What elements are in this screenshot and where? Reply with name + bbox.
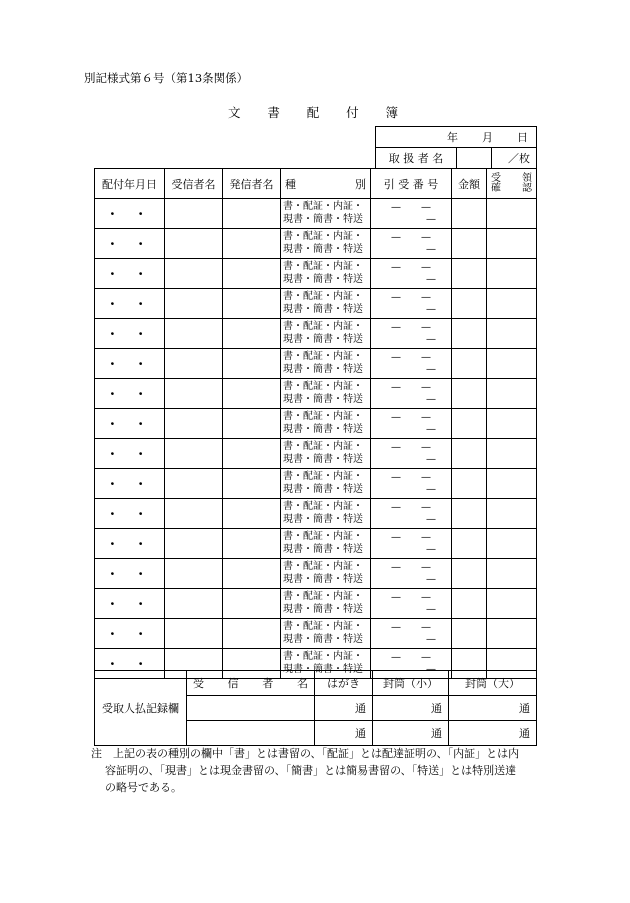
date-cell[interactable]: ・ ・ bbox=[95, 199, 165, 229]
amount-cell[interactable] bbox=[452, 199, 487, 229]
title-char: 配 bbox=[306, 105, 320, 120]
table-row bbox=[95, 259, 537, 289]
amount-cell[interactable] bbox=[452, 259, 487, 289]
day-label: 日 bbox=[517, 131, 528, 144]
amount-cell[interactable] bbox=[452, 349, 487, 379]
amount-cell[interactable] bbox=[452, 379, 487, 409]
date-cell[interactable]: ・ ・ bbox=[95, 319, 165, 349]
number-dash: — bbox=[391, 261, 401, 273]
confirm-cell[interactable] bbox=[487, 349, 537, 379]
number-dash: — bbox=[421, 531, 431, 543]
amount-cell[interactable] bbox=[452, 439, 487, 469]
kind-line: 書・配証・内証・ bbox=[283, 411, 363, 422]
kind-line: 現書・簡書・特送 bbox=[283, 663, 363, 675]
sender-cell[interactable] bbox=[223, 379, 281, 409]
amount-cell[interactable] bbox=[452, 589, 487, 619]
col-sender-header: 発信者名 bbox=[223, 169, 281, 199]
sender-cell[interactable] bbox=[223, 559, 281, 589]
confirm-char: 受 bbox=[491, 172, 501, 184]
kind-line: 書・配証・内証・ bbox=[283, 321, 363, 332]
footnote-line: 注 上記の表の種別の欄中「書」とは書留の、「配証」とは配達証明の、「内証」とは内 bbox=[91, 747, 520, 760]
number-dash: — bbox=[421, 321, 431, 333]
number-cell[interactable] bbox=[371, 199, 452, 229]
recipient-cell[interactable] bbox=[165, 589, 223, 619]
kind-line: 書・配証・内証・ bbox=[283, 441, 363, 452]
confirm-cell[interactable] bbox=[487, 529, 537, 559]
confirm-cell[interactable] bbox=[487, 229, 537, 259]
number-dash: — bbox=[421, 591, 431, 603]
date-cell[interactable]: ・ ・ bbox=[95, 529, 165, 559]
number-dash: — bbox=[426, 333, 436, 345]
date-cell[interactable]: ・ ・ bbox=[95, 259, 165, 289]
kind-line: 現書・簡書・特送 bbox=[283, 243, 363, 255]
confirm-cell[interactable] bbox=[487, 469, 537, 499]
kind-line: 現書・簡書・特送 bbox=[283, 453, 363, 465]
year-label: 年 bbox=[447, 131, 458, 144]
kind-line: 現書・簡書・特送 bbox=[283, 423, 363, 435]
number-dash: — bbox=[426, 483, 436, 495]
record-header-char: 受 bbox=[193, 677, 204, 690]
number-dash: — bbox=[426, 243, 436, 255]
envelope-large-count[interactable]: 通 bbox=[449, 721, 537, 746]
kind-line: 書・配証・内証・ bbox=[283, 471, 363, 482]
confirm-cell[interactable] bbox=[487, 199, 537, 229]
number-cell[interactable] bbox=[371, 439, 452, 469]
table-row bbox=[95, 529, 537, 559]
number-cell[interactable] bbox=[371, 409, 452, 439]
record-section-label: 受取人払記録欄 bbox=[95, 671, 187, 746]
postcard-count[interactable]: 通 bbox=[315, 696, 373, 721]
sender-cell[interactable] bbox=[223, 469, 281, 499]
number-dash: — bbox=[426, 303, 436, 315]
kind-cell[interactable] bbox=[281, 589, 371, 619]
number-cell[interactable] bbox=[371, 529, 452, 559]
number-cell[interactable] bbox=[371, 379, 452, 409]
kind-line: 現書・簡書・特送 bbox=[283, 363, 363, 375]
postcard-count[interactable]: 通 bbox=[315, 721, 373, 746]
number-dash: — bbox=[391, 231, 401, 243]
number-dash: — bbox=[391, 651, 401, 663]
kind-cell[interactable] bbox=[281, 529, 371, 559]
amount-cell[interactable] bbox=[452, 619, 487, 649]
kind-line: 書・配証・内証・ bbox=[283, 381, 363, 392]
number-cell[interactable] bbox=[371, 229, 452, 259]
recipient-payment-record bbox=[94, 670, 537, 746]
confirm-cell[interactable] bbox=[487, 439, 537, 469]
number-dash: — bbox=[421, 441, 431, 453]
kind-line: 現書・簡書・特送 bbox=[283, 213, 363, 225]
col-date-header: 配付年月日 bbox=[95, 169, 165, 199]
col-number-header: 引 受 番 号 bbox=[371, 169, 452, 199]
number-dash: — bbox=[426, 603, 436, 615]
page-title bbox=[228, 103, 398, 121]
title-char: 書 bbox=[267, 105, 280, 120]
number-cell[interactable] bbox=[371, 469, 452, 499]
sheet-count[interactable]: ／枚 bbox=[492, 148, 537, 169]
sender-cell[interactable] bbox=[223, 289, 281, 319]
number-cell[interactable] bbox=[371, 559, 452, 589]
number-dash: — bbox=[421, 411, 431, 423]
table-row bbox=[95, 229, 537, 259]
footnote bbox=[91, 745, 541, 796]
date-cell[interactable]: ・ ・ bbox=[95, 469, 165, 499]
number-dash: — bbox=[391, 441, 401, 453]
amount-cell[interactable] bbox=[452, 529, 487, 559]
sender-cell[interactable] bbox=[223, 589, 281, 619]
confirm-cell[interactable] bbox=[487, 499, 537, 529]
footnote-line: 容証明の、「現書」とは現金書留の、「簡書」とは簡易書留の、「特送」とは特別送達 bbox=[105, 764, 517, 777]
recipient-cell[interactable] bbox=[165, 619, 223, 649]
confirm-cell[interactable] bbox=[487, 619, 537, 649]
table-row bbox=[95, 499, 537, 529]
kind-line: 書・配証・内証・ bbox=[283, 651, 363, 662]
col-amount-header: 金額 bbox=[452, 169, 487, 199]
date-handler-box bbox=[375, 126, 537, 169]
number-dash: — bbox=[426, 453, 436, 465]
table-row bbox=[95, 619, 537, 649]
recipient-cell[interactable] bbox=[165, 229, 223, 259]
kind-line: 現書・簡書・特送 bbox=[283, 543, 363, 555]
kind-line: 書・配証・内証・ bbox=[283, 501, 363, 512]
record-header-char: 名 bbox=[296, 677, 308, 690]
handler-label: 取 扱 者 名 bbox=[376, 148, 457, 169]
date-cell[interactable]: ・ ・ bbox=[95, 229, 165, 259]
kind-line: 現書・簡書・特送 bbox=[283, 483, 363, 495]
kind-line: 現書・簡書・特送 bbox=[283, 333, 363, 345]
confirm-cell[interactable] bbox=[487, 379, 537, 409]
recipient-cell[interactable] bbox=[165, 349, 223, 379]
kind-header-right: 別 bbox=[355, 177, 366, 191]
number-dash: — bbox=[391, 351, 401, 363]
number-dash: — bbox=[391, 201, 401, 213]
number-dash: — bbox=[391, 531, 401, 543]
sender-cell[interactable] bbox=[223, 439, 281, 469]
sender-cell[interactable] bbox=[223, 499, 281, 529]
title-char: 付 bbox=[346, 105, 359, 120]
date-field[interactable] bbox=[376, 127, 537, 148]
distribution-table bbox=[94, 168, 537, 679]
number-dash: — bbox=[421, 381, 431, 393]
number-dash: — bbox=[421, 231, 431, 243]
kind-line: 書・配証・内証・ bbox=[283, 261, 363, 272]
envelope-small-count[interactable]: 通 bbox=[373, 721, 449, 746]
kind-cell[interactable] bbox=[281, 259, 371, 289]
date-cell[interactable]: ・ ・ bbox=[95, 559, 165, 589]
record-header-char: 信 bbox=[227, 677, 239, 690]
number-cell[interactable] bbox=[371, 289, 452, 319]
number-dash: — bbox=[421, 501, 431, 513]
number-dash: — bbox=[391, 591, 401, 603]
number-dash: — bbox=[426, 663, 436, 675]
amount-cell[interactable] bbox=[452, 469, 487, 499]
amount-cell[interactable] bbox=[452, 499, 487, 529]
kind-line: 現書・簡書・特送 bbox=[283, 303, 363, 315]
number-dash: — bbox=[421, 561, 431, 573]
number-dash: — bbox=[426, 543, 436, 555]
postcard-header: はがき bbox=[315, 671, 373, 696]
recipient-cell[interactable] bbox=[165, 319, 223, 349]
confirm-cell[interactable] bbox=[487, 259, 537, 289]
confirm-char: 領 bbox=[522, 172, 532, 184]
table-row bbox=[95, 439, 537, 469]
amount-cell[interactable] bbox=[452, 229, 487, 259]
number-dash: — bbox=[391, 621, 401, 633]
number-dash: — bbox=[421, 621, 431, 633]
recipient-cell[interactable] bbox=[165, 259, 223, 289]
sender-cell[interactable] bbox=[223, 319, 281, 349]
envelope-small-header: 封筒（小） bbox=[373, 671, 449, 696]
number-dash: — bbox=[426, 423, 436, 435]
recipient-cell[interactable] bbox=[165, 379, 223, 409]
number-dash: — bbox=[426, 393, 436, 405]
sender-cell[interactable] bbox=[223, 409, 281, 439]
title-char: 簿 bbox=[385, 105, 398, 120]
kind-line: 現書・簡書・特送 bbox=[283, 633, 363, 645]
confirm-cell[interactable] bbox=[487, 409, 537, 439]
envelope-large-header: 封筒（大） bbox=[449, 671, 537, 696]
table-row bbox=[95, 409, 537, 439]
number-dash: — bbox=[391, 411, 401, 423]
number-dash: — bbox=[391, 471, 401, 483]
table-row bbox=[95, 559, 537, 589]
number-cell[interactable] bbox=[371, 259, 452, 289]
confirm-cell[interactable] bbox=[487, 319, 537, 349]
confirm-cell[interactable] bbox=[487, 589, 537, 619]
record-recipient-field[interactable] bbox=[187, 721, 315, 746]
kind-line: 書・配証・内証・ bbox=[283, 231, 363, 242]
sender-cell[interactable] bbox=[223, 349, 281, 379]
title-char: 文 bbox=[228, 105, 241, 120]
number-cell[interactable] bbox=[371, 349, 452, 379]
number-dash: — bbox=[391, 501, 401, 513]
date-cell[interactable]: ・ ・ bbox=[95, 439, 165, 469]
kind-line: 現書・簡書・特送 bbox=[283, 273, 363, 285]
recipient-cell[interactable] bbox=[165, 439, 223, 469]
number-dash: — bbox=[421, 351, 431, 363]
confirm-char: 認 bbox=[522, 182, 532, 194]
confirm-char: 確 bbox=[491, 182, 501, 194]
kind-line: 書・配証・内証・ bbox=[283, 621, 363, 632]
kind-line: 書・配証・内証・ bbox=[283, 591, 363, 602]
number-dash: — bbox=[426, 573, 436, 585]
kind-cell[interactable] bbox=[281, 559, 371, 589]
date-cell[interactable]: ・ ・ bbox=[95, 619, 165, 649]
kind-cell[interactable] bbox=[281, 379, 371, 409]
handler-field[interactable] bbox=[457, 148, 492, 169]
confirm-cell[interactable] bbox=[487, 559, 537, 589]
recipient-cell[interactable] bbox=[165, 289, 223, 319]
number-dash: — bbox=[421, 201, 431, 213]
date-cell[interactable]: ・ ・ bbox=[95, 349, 165, 379]
kind-cell[interactable] bbox=[281, 409, 371, 439]
date-cell[interactable]: ・ ・ bbox=[95, 379, 165, 409]
sender-cell[interactable] bbox=[223, 259, 281, 289]
month-label: 月 bbox=[482, 131, 493, 144]
number-dash: — bbox=[391, 561, 401, 573]
record-recipient-field[interactable] bbox=[187, 696, 315, 721]
recipient-cell[interactable] bbox=[165, 529, 223, 559]
table-row bbox=[95, 199, 537, 229]
envelope-small-count[interactable]: 通 bbox=[373, 696, 449, 721]
kind-cell[interactable] bbox=[281, 289, 371, 319]
table-row bbox=[95, 319, 537, 349]
table-row bbox=[95, 349, 537, 379]
kind-line: 書・配証・内証・ bbox=[283, 201, 363, 212]
date-cell[interactable]: ・ ・ bbox=[95, 499, 165, 529]
amount-cell[interactable] bbox=[452, 289, 487, 319]
number-cell[interactable] bbox=[371, 619, 452, 649]
kind-line: 現書・簡書・特送 bbox=[283, 603, 363, 615]
number-dash: — bbox=[391, 381, 401, 393]
date-cell[interactable]: ・ ・ bbox=[95, 589, 165, 619]
number-dash: — bbox=[421, 471, 431, 483]
table-row bbox=[95, 379, 537, 409]
recipient-cell[interactable] bbox=[165, 199, 223, 229]
recipient-cell[interactable] bbox=[165, 409, 223, 439]
recipient-cell[interactable] bbox=[165, 499, 223, 529]
date-cell[interactable]: ・ ・ bbox=[95, 289, 165, 319]
kind-line: 書・配証・内証・ bbox=[283, 351, 363, 362]
date-cell[interactable]: ・ ・ bbox=[95, 409, 165, 439]
kind-line: 現書・簡書・特送 bbox=[283, 513, 363, 525]
kind-line: 現書・簡書・特送 bbox=[283, 393, 363, 405]
sender-cell[interactable] bbox=[223, 229, 281, 259]
col-recipient-header: 受信者名 bbox=[165, 169, 223, 199]
table-row bbox=[95, 469, 537, 499]
number-dash: — bbox=[391, 291, 401, 303]
record-header-char: 者 bbox=[262, 677, 274, 690]
number-dash: — bbox=[426, 633, 436, 645]
sender-cell[interactable] bbox=[223, 199, 281, 229]
kind-line: 書・配証・内証・ bbox=[283, 291, 363, 302]
col-kind-header bbox=[281, 169, 371, 199]
kind-cell[interactable] bbox=[281, 349, 371, 379]
kind-cell[interactable] bbox=[281, 619, 371, 649]
form-label: 別記様式第６号（第13条関係） bbox=[84, 71, 249, 85]
date-cell[interactable]: ・ ・ bbox=[95, 649, 165, 679]
kind-cell[interactable] bbox=[281, 199, 371, 229]
kind-line: 現書・簡書・特送 bbox=[283, 573, 363, 585]
number-dash: — bbox=[391, 321, 401, 333]
confirm-cell[interactable] bbox=[487, 289, 537, 319]
number-dash: — bbox=[421, 651, 431, 663]
envelope-large-count[interactable]: 通 bbox=[449, 696, 537, 721]
record-recipient-header bbox=[187, 671, 315, 696]
recipient-cell[interactable] bbox=[165, 469, 223, 499]
number-dash: — bbox=[426, 513, 436, 525]
number-dash: — bbox=[426, 213, 436, 225]
number-cell[interactable] bbox=[371, 499, 452, 529]
kind-line: 書・配証・内証・ bbox=[283, 531, 363, 542]
amount-cell[interactable] bbox=[452, 319, 487, 349]
sender-cell[interactable] bbox=[223, 619, 281, 649]
kind-cell[interactable] bbox=[281, 499, 371, 529]
kind-header-left: 種 bbox=[285, 177, 296, 191]
footnote-line: の略号である。 bbox=[105, 781, 182, 794]
kind-cell[interactable] bbox=[281, 229, 371, 259]
number-dash: — bbox=[426, 363, 436, 375]
amount-cell[interactable] bbox=[452, 409, 487, 439]
recipient-cell[interactable] bbox=[165, 559, 223, 589]
table-row bbox=[95, 589, 537, 619]
number-dash: — bbox=[421, 261, 431, 273]
kind-line: 書・配証・内証・ bbox=[283, 561, 363, 572]
number-cell[interactable] bbox=[371, 589, 452, 619]
kind-cell[interactable] bbox=[281, 439, 371, 469]
col-confirm-header bbox=[487, 169, 537, 199]
amount-cell[interactable] bbox=[452, 559, 487, 589]
number-dash: — bbox=[426, 273, 436, 285]
sender-cell[interactable] bbox=[223, 529, 281, 559]
kind-cell[interactable] bbox=[281, 319, 371, 349]
table-row bbox=[95, 289, 537, 319]
number-dash: — bbox=[421, 291, 431, 303]
number-cell[interactable] bbox=[371, 319, 452, 349]
kind-cell[interactable] bbox=[281, 469, 371, 499]
